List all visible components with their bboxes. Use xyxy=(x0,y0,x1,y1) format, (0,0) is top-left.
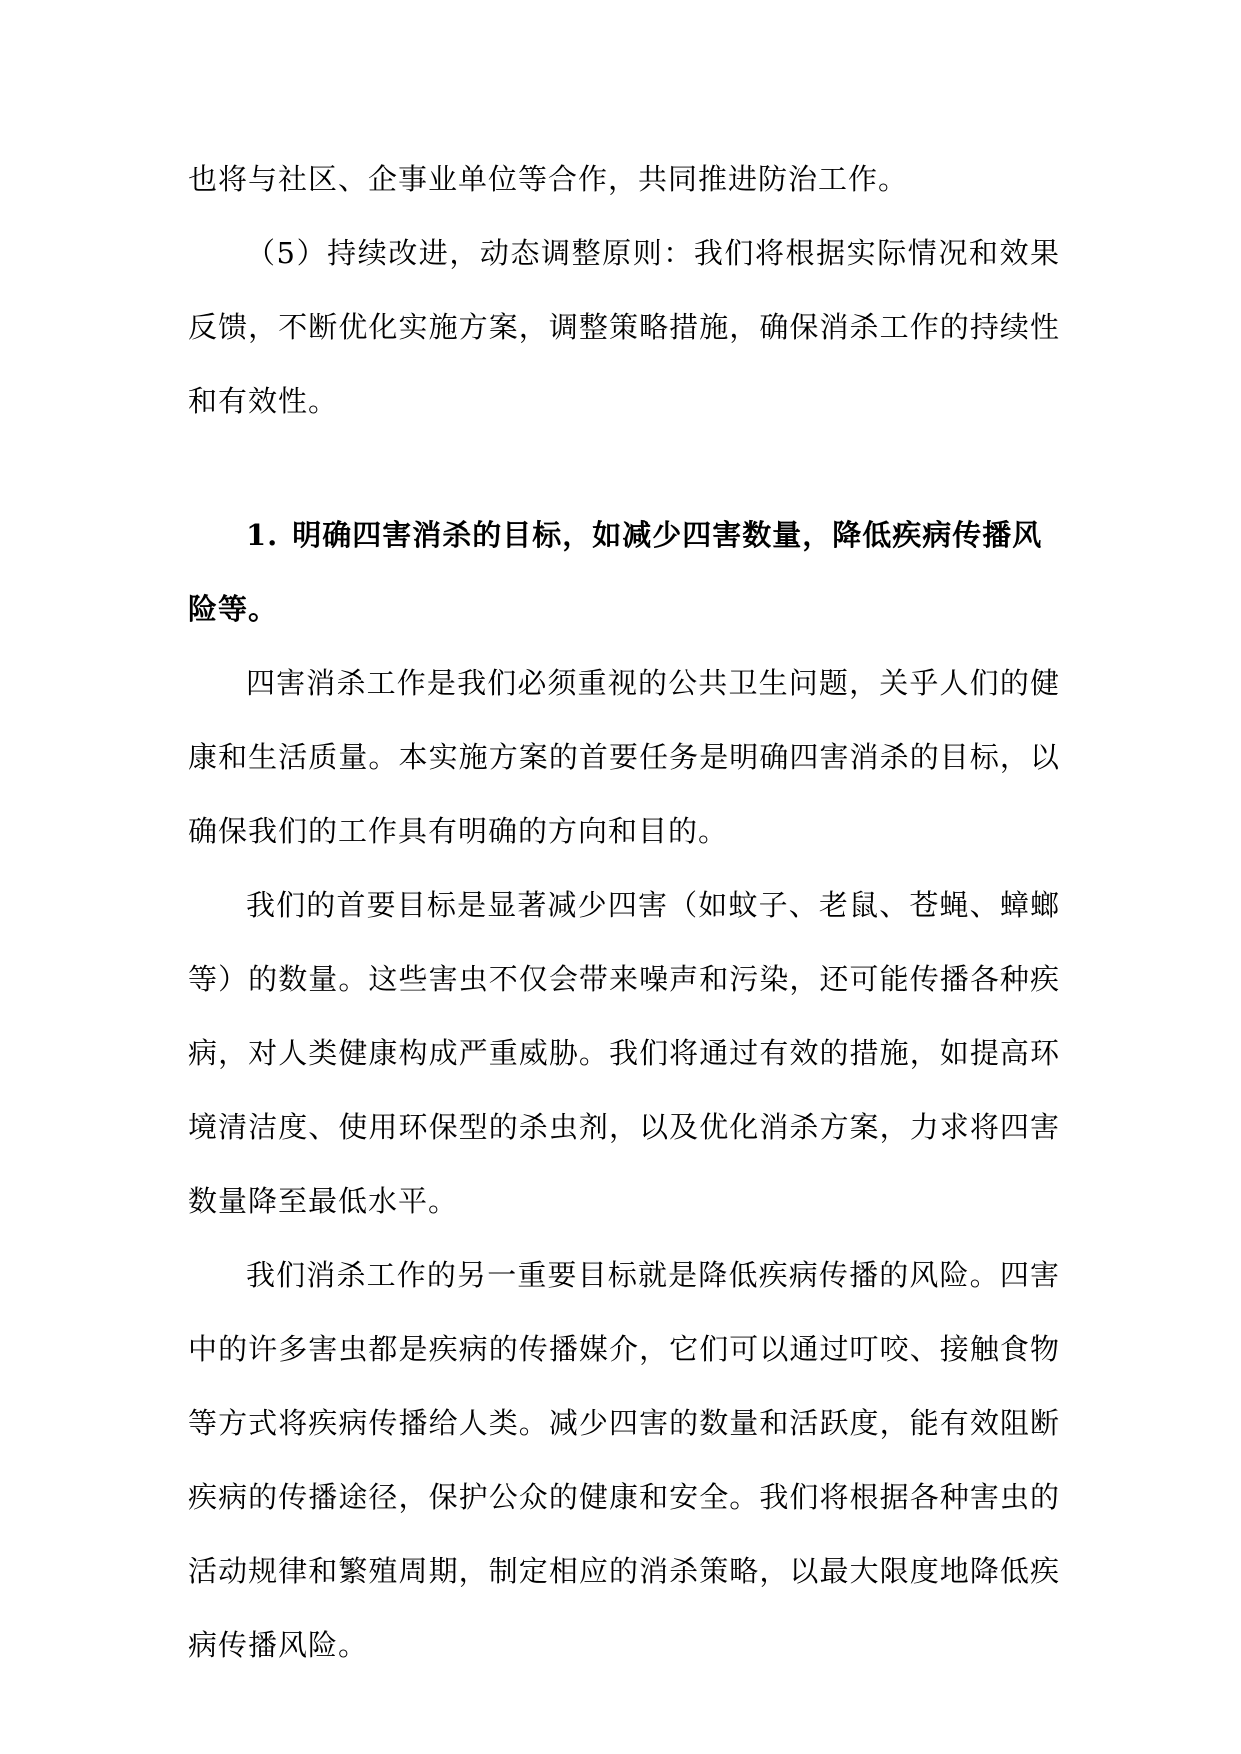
section-heading xyxy=(188,498,1060,646)
document-body xyxy=(188,142,1060,1682)
paragraph-goal-reduce: 我们的首要目标是显著减少四害（如蚊子、老鼠、苍蝇、蟑螂等）的数量。这些害虫不仅会带来噪声和污染，还可能传播各种疾病，对人类健康构成严重威胁。我们将通过有效的措施，如提高环境清洁度、使用环保型的杀虫剂，以及优化消杀方案，力求将四害数量降至最低水平。 xyxy=(188,888,1060,1218)
paragraph-continuation: 也将与社区、企事业单位等合作，共同推进防治工作。 xyxy=(188,162,909,196)
section-heading-text: 明确四害消杀的目标，如减少四害数量，降低疾病传播风险等。 xyxy=(188,518,1043,626)
paragraph-principle-5: （5）持续改进，动态调整原则：我们将根据实际情况和效果反馈，不断优化实施方案，调整策略措施，确保消杀工作的持续性和有效性。 xyxy=(188,236,1060,418)
paragraph-intro: 四害消杀工作是我们必须重视的公共卫生问题，关乎人们的健康和生活质量。本实施方案的首要任务是明确四害消杀的目标，以确保我们的工作具有明确的方向和目的。 xyxy=(188,666,1060,848)
section-heading-number: 1. xyxy=(246,518,279,552)
paragraph-goal-disease: 我们消杀工作的另一重要目标就是降低疾病传播的风险。四害中的许多害虫都是疾病的传播媒介，它们可以通过叮咬、接触食物等方式将疾病传播给人类。减少四害的数量和活跃度，能有效阻断疾病的传播途径，保护公众的健康和安全。我们将根据各种害虫的活动规律和繁殖周期，制定相应的消杀策略，以最大限度地降低疾病传播风险。 xyxy=(188,1258,1060,1662)
